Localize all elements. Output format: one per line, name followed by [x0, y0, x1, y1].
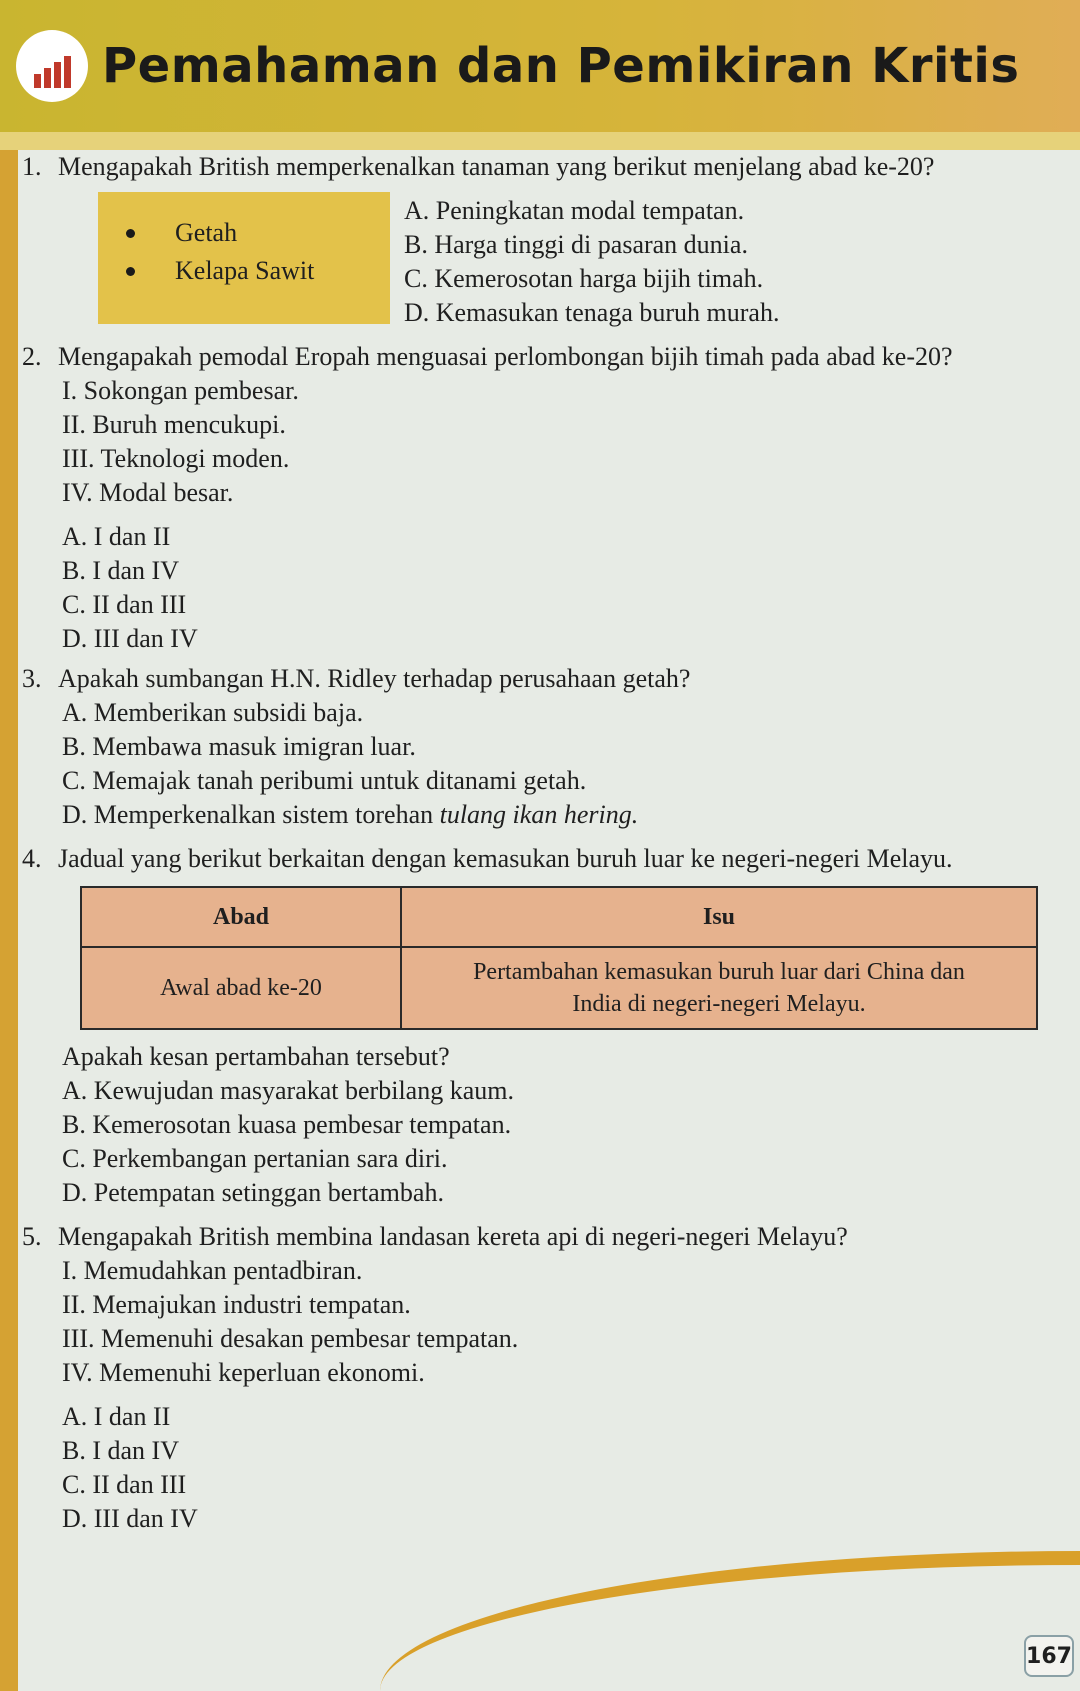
option-b[interactable]: B. I dan IV: [62, 556, 179, 585]
question-1-options: [390, 192, 779, 330]
bar-chart-icon: [16, 30, 88, 102]
table-cell-isu: Pertambahan kemasukan buruh luar dari China dan India di negeri-negeri Melayu.: [401, 947, 1037, 1029]
data-table: [80, 886, 1038, 1030]
option-d[interactable]: D. III dan IV: [62, 1504, 198, 1533]
question-5: [22, 1220, 1062, 1254]
question-4-prompt: Apakah kesan pertambahan tersebut?: [62, 1042, 450, 1071]
statement: IV. Modal besar.: [62, 478, 234, 507]
option-c[interactable]: C. Perkembangan pertanian sara diri.: [62, 1144, 448, 1173]
question-text: Apakah sumbangan H.N. Ridley terhadap perusahaan getah?: [58, 664, 691, 693]
question-number: 4.: [22, 844, 42, 873]
option-d[interactable]: D. Kemasukan tenaga buruh murah.: [404, 298, 780, 327]
crop-box: [98, 192, 390, 324]
question-text: Mengapakah British memperkenalkan tanaman yang berikut menjelang abad ke-20?: [58, 152, 935, 181]
question-number: 5.: [22, 1222, 42, 1251]
statement: I. Sokongan pembesar.: [62, 376, 299, 405]
table-header-isu: Isu: [401, 887, 1037, 947]
page-title: Pemahaman dan Pemikiran Kritis: [102, 38, 1020, 94]
question-2: [22, 340, 1062, 374]
question-text: Mengapakah pemodal Eropah menguasai perlombongan bijih timah pada abad ke-20?: [58, 342, 953, 371]
option-c[interactable]: C. II dan III: [62, 1470, 187, 1499]
option-a[interactable]: A. Peningkatan modal tempatan.: [404, 196, 745, 225]
question-text: Jadual yang berikut berkaitan dengan kemasukan buruh luar ke negeri-negeri Melayu.: [58, 844, 953, 873]
option-c[interactable]: C. II dan III: [62, 590, 187, 619]
question-4: [22, 842, 1062, 876]
bullet-icon: [126, 267, 135, 276]
option-a[interactable]: A. I dan II: [62, 522, 171, 551]
crop-item: Kelapa Sawit: [126, 252, 390, 290]
question-3: [22, 662, 1062, 696]
title-wrap: [16, 30, 1019, 102]
option-d[interactable]: D. III dan IV: [62, 624, 198, 653]
question-1-body: [22, 192, 1062, 330]
option-d[interactable]: D. Memperkenalkan sistem torehan tulang ikan hering.: [62, 800, 639, 829]
table-cell-abad: Awal abad ke-20: [81, 947, 401, 1029]
option-a[interactable]: A. Kewujudan masyarakat berbilang kaum.: [62, 1076, 514, 1105]
question-number: 1.: [22, 152, 42, 181]
question-1: [22, 150, 1062, 184]
question-text: Mengapakah British membina landasan kereta api di negeri-negeri Melayu?: [58, 1222, 848, 1251]
option-b[interactable]: B. I dan IV: [62, 1436, 179, 1465]
crop-item: Getah: [126, 214, 390, 252]
statement: I. Memudahkan pentadbiran.: [62, 1256, 363, 1285]
table-header-abad: Abad: [81, 887, 401, 947]
left-color-strip: [0, 0, 18, 1691]
option-a[interactable]: A. I dan II: [62, 1402, 171, 1431]
option-b[interactable]: B. Membawa masuk imigran luar.: [62, 732, 416, 761]
statement: III. Memenuhi desakan pembesar tempatan.: [62, 1324, 519, 1353]
page-number: 167: [1024, 1635, 1074, 1677]
question-number: 3.: [22, 664, 42, 693]
header-band: [0, 0, 1080, 150]
bullet-icon: [126, 229, 135, 238]
option-a[interactable]: A. Memberikan subsidi baja.: [62, 698, 364, 727]
option-d[interactable]: D. Petempatan setinggan bertambah.: [62, 1178, 444, 1207]
italic-term: tulang ikan hering.: [439, 800, 639, 829]
decorative-curve: [380, 1551, 1080, 1691]
statement: III. Teknologi moden.: [62, 444, 290, 473]
statement: II. Memajukan industri tempatan.: [62, 1290, 411, 1319]
question-number: 2.: [22, 342, 42, 371]
option-c[interactable]: C. Memajak tanah peribumi untuk ditanami getah.: [62, 766, 587, 795]
option-b[interactable]: B. Kemerosotan kuasa pembesar tempatan.: [62, 1110, 512, 1139]
questions: [22, 150, 1062, 1536]
statement: IV. Memenuhi keperluan ekonomi.: [62, 1358, 425, 1387]
statement: II. Buruh mencukupi.: [62, 410, 286, 439]
option-b[interactable]: B. Harga tinggi di pasaran dunia.: [404, 230, 748, 259]
option-c[interactable]: C. Kemerosotan harga bijih timah.: [404, 264, 764, 293]
